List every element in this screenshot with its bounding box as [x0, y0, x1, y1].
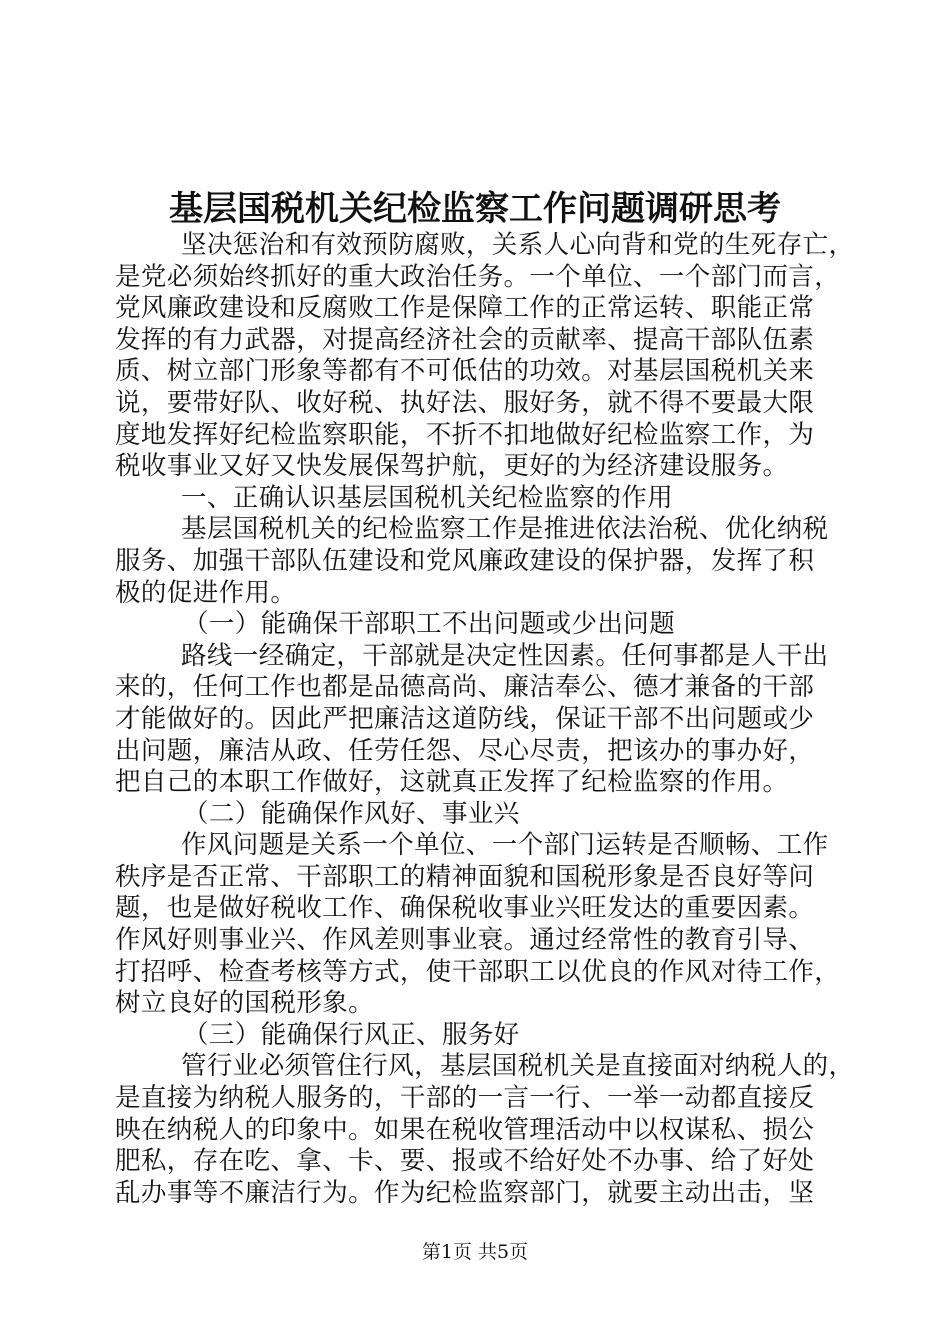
paragraph-line: 坚决惩治和有效预防腐败，关系人心向背和党的生死存亡， [181, 230, 855, 260]
paragraph-line: 乱办事等不廉洁行为。作为纪检监察部门，就要主动出击，坚 [115, 1177, 815, 1208]
paragraph-line: 树立良好的国税形象。 [115, 988, 375, 1019]
subsection-heading: （三）能确保行风正、服务好 [183, 1019, 520, 1050]
paragraph-line: 作风问题是关系一个单位、一个部门运转是否顺畅、工作 [181, 830, 829, 861]
page-footer: 第1页 共5页 [421, 1241, 529, 1263]
paragraph-line: 是直接为纳税人服务的，干部的一言一行、一举一动都直接反 [115, 1083, 815, 1114]
paragraph-line: 才能做好的。因此严把廉洁这道防线，保证干部不出问题或少 [115, 703, 815, 734]
subsection-heading: （二）能确保作风好、事业兴 [183, 798, 520, 829]
document-body [115, 230, 855, 1209]
paragraph-line: 把自己的本职工作做好，这就真正发挥了纪检监察的作用。 [115, 767, 789, 798]
paragraph-line: 度地发挥好纪检监察职能，不折不扣地做好纪检监察工作，为 [115, 419, 815, 450]
paragraph-line: 打招呼、检查考核等方式，使干部职工以优良的作风对待工作， [115, 956, 841, 987]
paragraph-line: 税收事业又好又快发展保驾护航，更好的为经济建设服务。 [115, 451, 789, 482]
paragraph-line: 来的，任何工作也都是品德高尚、廉洁奉公、德才兼备的干部 [115, 672, 815, 703]
paragraph-line: 作风好则事业兴、作风差则事业衰。通过经常性的教育引导、 [115, 925, 815, 956]
paragraph-line: 是党必须始终抓好的重大政治任务。一个单位、一个部门而言， [115, 261, 841, 292]
paragraph-line: 路线一经确定，干部就是决定性因素。任何事都是人干出 [181, 640, 829, 671]
paragraph-line: 极的促进作用。 [115, 577, 297, 608]
paragraph-line: 管行业必须管住行风，基层国税机关是直接面对纳税人的， [181, 1051, 855, 1082]
section-heading: 一、正确认识基层国税机关纪检监察的作用 [181, 482, 674, 513]
paragraph-line: 出问题，廉洁从政、任劳任怨、尽心尽责，把该办的事办好， [115, 735, 815, 766]
paragraph-line: 基层国税机关的纪检监察工作是推进依法治税、优化纳税 [181, 514, 829, 545]
paragraph-line: 题，也是做好税收工作、确保税收事业兴旺发达的重要因素。 [115, 893, 815, 924]
paragraph-line: 秩序是否正常、干部职工的精神面貌和国税形象是否良好等问 [115, 861, 815, 892]
paragraph-line: 肥私，存在吃、拿、卡、要、报或不给好处不办事、给了好处 [115, 1146, 815, 1177]
paragraph-line: 说，要带好队、收好税、执好法、服好务，就不得不要最大限 [115, 387, 815, 418]
document-title: 基层国税机关纪检监察工作问题调研思考 [169, 189, 781, 229]
subsection-heading: （一）能确保干部职工不出问题或少出问题 [183, 609, 676, 640]
paragraph-line: 映在纳税人的印象中。如果在税收管理活动中以权谋私、损公 [115, 1114, 815, 1145]
paragraph-line: 发挥的有力武器，对提高经济社会的贡献率、提高干部队伍素 [115, 324, 815, 355]
paragraph-line: 党风廉政建设和反腐败工作是保障工作的正常运转、职能正常 [115, 293, 815, 324]
paragraph-line: 质、树立部门形象等都有不可低估的功效。对基层国税机关来 [115, 356, 815, 387]
paragraph-line: 服务、加强干部队伍建设和党风廉政建设的保护器，发挥了积 [115, 545, 815, 576]
